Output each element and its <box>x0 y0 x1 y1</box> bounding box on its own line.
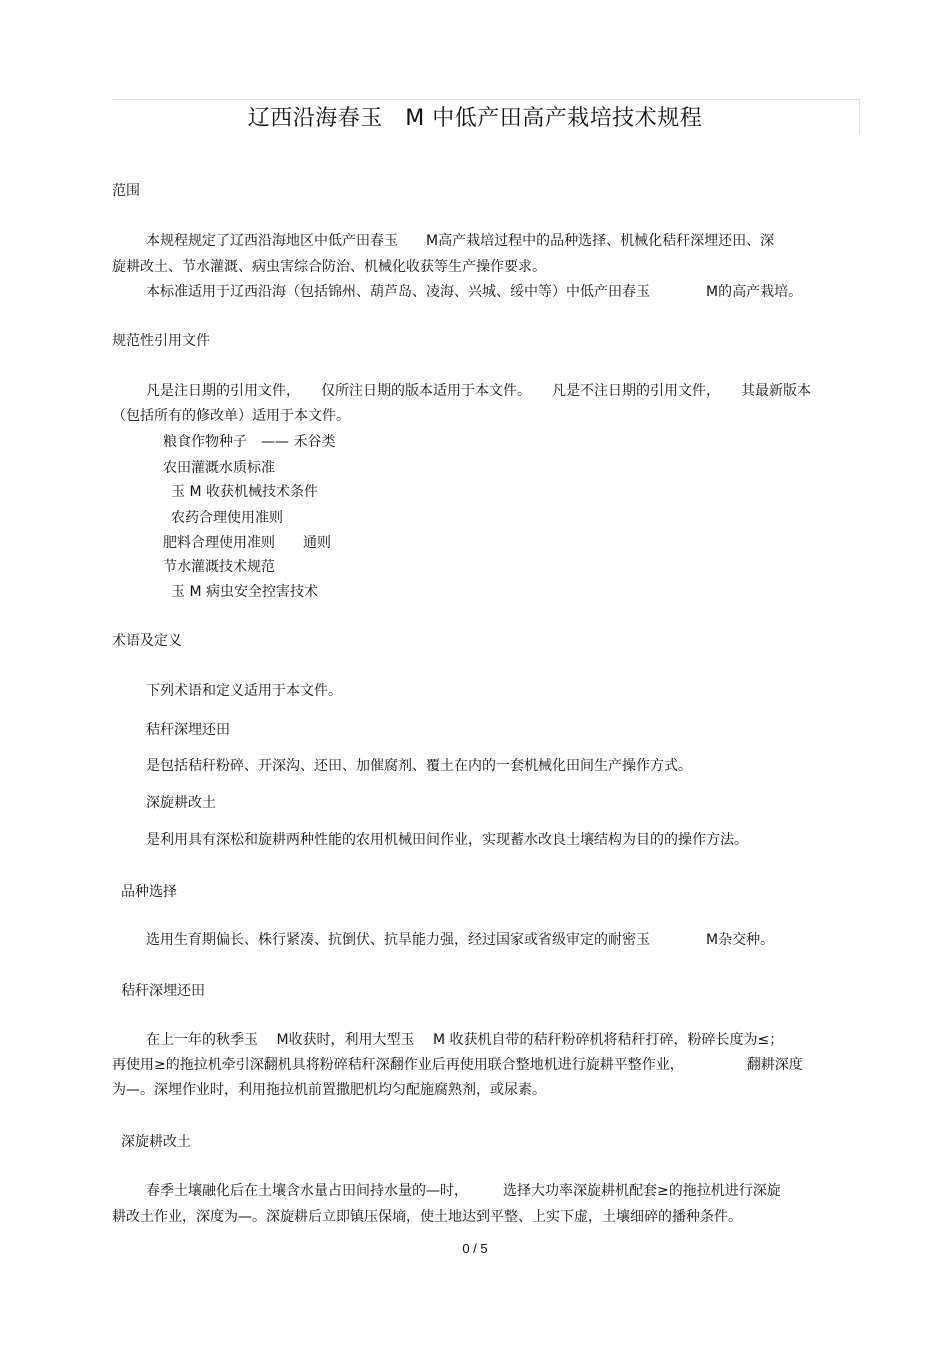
reference-item: 玉 M 收获机械技术条件 <box>171 484 318 500</box>
reference-item: 玉 M 病虫安全控害技术 <box>171 584 318 600</box>
section-heading-references: 规范性引用文件 <box>112 333 210 349</box>
paragraph-line: 在上一年的秋季玉 M收获时，利用大型玉 M 收获机自带的秸秆粉碎机将秸秆打碎，粉碎长度为≤； <box>146 1032 784 1048</box>
reference-item: 节水灌溉技术规范 <box>163 559 275 575</box>
header-rule <box>112 99 860 100</box>
reference-item: 肥料合理使用准则 通则 <box>163 535 331 551</box>
section-heading-tillage: 深旋耕改土 <box>121 1134 191 1150</box>
paragraph-line: 凡是注日期的引用文件， 仅所注日期的版本适用于本文件。 凡是不注日期的引用文件， 其最新版本 <box>146 383 811 399</box>
paragraph-line: （包括所有的修改单）适用于本文件。 <box>112 408 350 424</box>
paragraph-line: 本标准适用于辽西沿海（包括锦州、葫芦岛、凌海、兴城、绥中等）中低产田春玉 M的高产栽培。 <box>146 284 803 300</box>
paragraph-line: 选用生育期偏长、株行紧凑、抗倒伏、抗旱能力强，经过国家或省级审定的耐密玉 M杂交种。 <box>146 932 775 948</box>
paragraph-line: 下列术语和定义适用于本文件。 <box>146 683 342 699</box>
paragraph-line: 春季土壤融化后在土壤含水量占田间持水量的—时， 选择大功率深旋耕机配套≥的拖拉机进行深旋 <box>146 1183 781 1199</box>
reference-item: 农药合理使用准则 <box>171 510 283 526</box>
paragraph-line: 为—。深埋作业时，利用拖拉机前置撒肥机均匀配施腐熟剂，或尿素。 <box>112 1082 546 1098</box>
term-name: 秸秆深埋还田 <box>146 722 230 738</box>
paragraph-line: 耕改土作业，深度为—。深旋耕后立即镇压保墒，使土地达到平整、上实下虚，土壤细碎的播种条件。 <box>112 1209 742 1225</box>
term-name: 深旋耕改土 <box>146 795 216 811</box>
page-number: 0 / 5 <box>462 1241 488 1256</box>
paragraph-line: 旋耕改土、节水灌溉、病虫害综合防治、机械化收获等生产操作要求。 <box>112 259 546 275</box>
section-heading-variety: 品种选择 <box>121 884 177 900</box>
section-heading-straw: 秸秆深埋还田 <box>121 983 205 999</box>
term-definition: 是包括秸秆粉碎、开深沟、还田、加催腐剂、覆土在内的一套机械化田间生产操作方式。 <box>146 758 692 774</box>
reference-item: 农田灌溉水质标准 <box>163 460 275 476</box>
document-title: 辽西沿海春玉 M 中低产田高产栽培技术规程 <box>247 106 703 131</box>
reference-item: 粮食作物种子 —— 禾谷类 <box>163 434 336 450</box>
section-heading-terms: 术语及定义 <box>112 633 182 649</box>
paragraph-line: 本规程规定了辽西沿海地区中低产田春玉 M高产栽培过程中的品种选择、机械化秸秆深埋还田、深 <box>146 233 775 249</box>
section-heading-scope: 范围 <box>112 183 140 199</box>
term-definition: 是利用具有深松和旋耕两种性能的农用机械田间作业，实现蓄水改良土壤结构为目的的操作方法。 <box>146 832 748 848</box>
paragraph-line: 再使用≥的拖拉机牵引深翻机具将粉碎秸秆深翻作业后再使用联合整地机进行旋耕平整作业， 翻耕深度 <box>112 1057 803 1073</box>
